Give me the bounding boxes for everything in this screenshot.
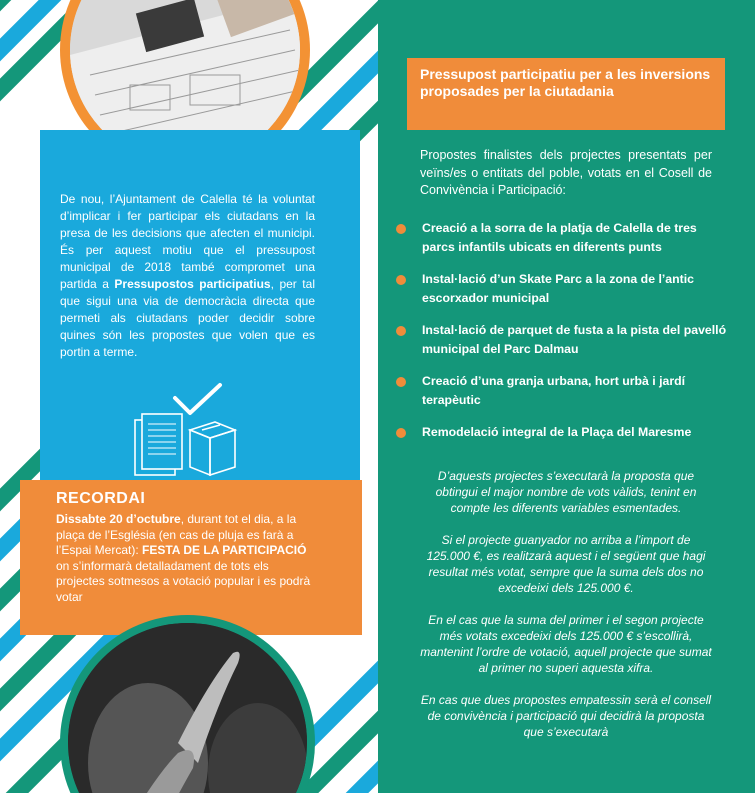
proposals-list bbox=[392, 219, 732, 456]
recordai-event-name: FESTA DE LA PARTICIPACIÓ bbox=[142, 543, 307, 557]
checkmark-icon bbox=[175, 385, 220, 413]
bullet-dot-icon bbox=[396, 428, 406, 438]
bullet-dot-icon bbox=[396, 326, 406, 336]
page-title: Pressupost participatiu per a les inversions proposades per la ciutadania bbox=[420, 66, 711, 99]
note-paragraph: D’aquests projectes s’executarà la proposta que obtingui el major nombre de vots vàlids, tenint en compte les diferents variables esmentades. bbox=[435, 469, 697, 515]
ballot-box-icon bbox=[190, 422, 235, 475]
list-item-text: Creació a la sorra de la platja de Calella de tres parcs infantils ubicats en diferents punts bbox=[422, 221, 697, 254]
note-paragraph: Si el projecte guanyador no arriba a l’import de 125.000 €, es realitzarà aquest i el següent que hagi resultat més votat, sempre que la suma dels dos no excedeixi dels 125.000 €. bbox=[426, 533, 706, 595]
bullet-dot-icon bbox=[396, 275, 406, 285]
list-item-text: Remodelació integral de la Plaça del Maresme bbox=[422, 425, 692, 439]
list-item bbox=[392, 372, 732, 409]
recordai-text bbox=[56, 512, 311, 605]
raised-hands-photo bbox=[68, 623, 307, 793]
intro-text-bold: Pressupostos participatius bbox=[114, 277, 271, 291]
intro-text-part-b: , per tal que sigui una via de democràcia directa que permeti als ciutadans poder decidir sobre quines són les propostes que volen que es portin a terme. bbox=[60, 277, 315, 359]
bullet-dot-icon bbox=[396, 377, 406, 387]
list-item-text: Instal·lació d’un Skate Parc a la zona de l’antic escorxador municipal bbox=[422, 272, 694, 305]
list-item bbox=[392, 423, 732, 442]
voting-illustration bbox=[130, 380, 240, 480]
proposals-intro: Propostes finalistes dels projectes presentats per veïns/es o entitats del poble, votats en el Cosell de Convivència i Participació: bbox=[420, 148, 712, 197]
recordai-date: Dissabte 20 d’octubre bbox=[56, 512, 181, 526]
list-item bbox=[392, 219, 732, 256]
list-item bbox=[392, 270, 732, 307]
list-item-text: Instal·lació de parquet de fusta a la pista del pavelló municipal del Parc Dalmau bbox=[422, 323, 727, 356]
note-paragraph: En cas que dues propostes empatessin serà el consell de convivència i participació qui decidirà la proposta que s’executarà bbox=[420, 693, 712, 739]
intro-text-part-a: De nou, l’Ajuntament de Calella té la voluntat d’implicar i fer participar els ciutadans en la presa de les decisions que afecten el municipi. És per aquest motiu que el pressupost municipal de 2018 també compromet una partida a bbox=[60, 192, 315, 291]
recordai-title: RECORDAI bbox=[56, 490, 146, 507]
recordai-text-part2: on s’informarà detalladament de tots els projectes sotmesos a votació popular i es podrà votar bbox=[56, 558, 311, 604]
rules-notes bbox=[420, 468, 712, 756]
bullet-dot-icon bbox=[396, 224, 406, 234]
recordai-text-part1: , durant tot el dia, a la plaça de l’Església (en cas de pluja es farà a l’Espai Mercat): bbox=[56, 512, 297, 557]
intro-paragraph bbox=[60, 191, 315, 361]
list-item-text: Creació d’una granja urbana, hort urbà i jardí terapèutic bbox=[422, 374, 686, 407]
list-item bbox=[392, 321, 732, 358]
note-paragraph: En el cas que la suma del primer i el segon projecte més votats excedeixi dels 125.000 € s’escollirà, mantenint l’ordre de votació, aquell projecte que sumat al primer no superi aquesta xifra. bbox=[420, 613, 712, 675]
ballot-paper-icon bbox=[135, 414, 182, 475]
